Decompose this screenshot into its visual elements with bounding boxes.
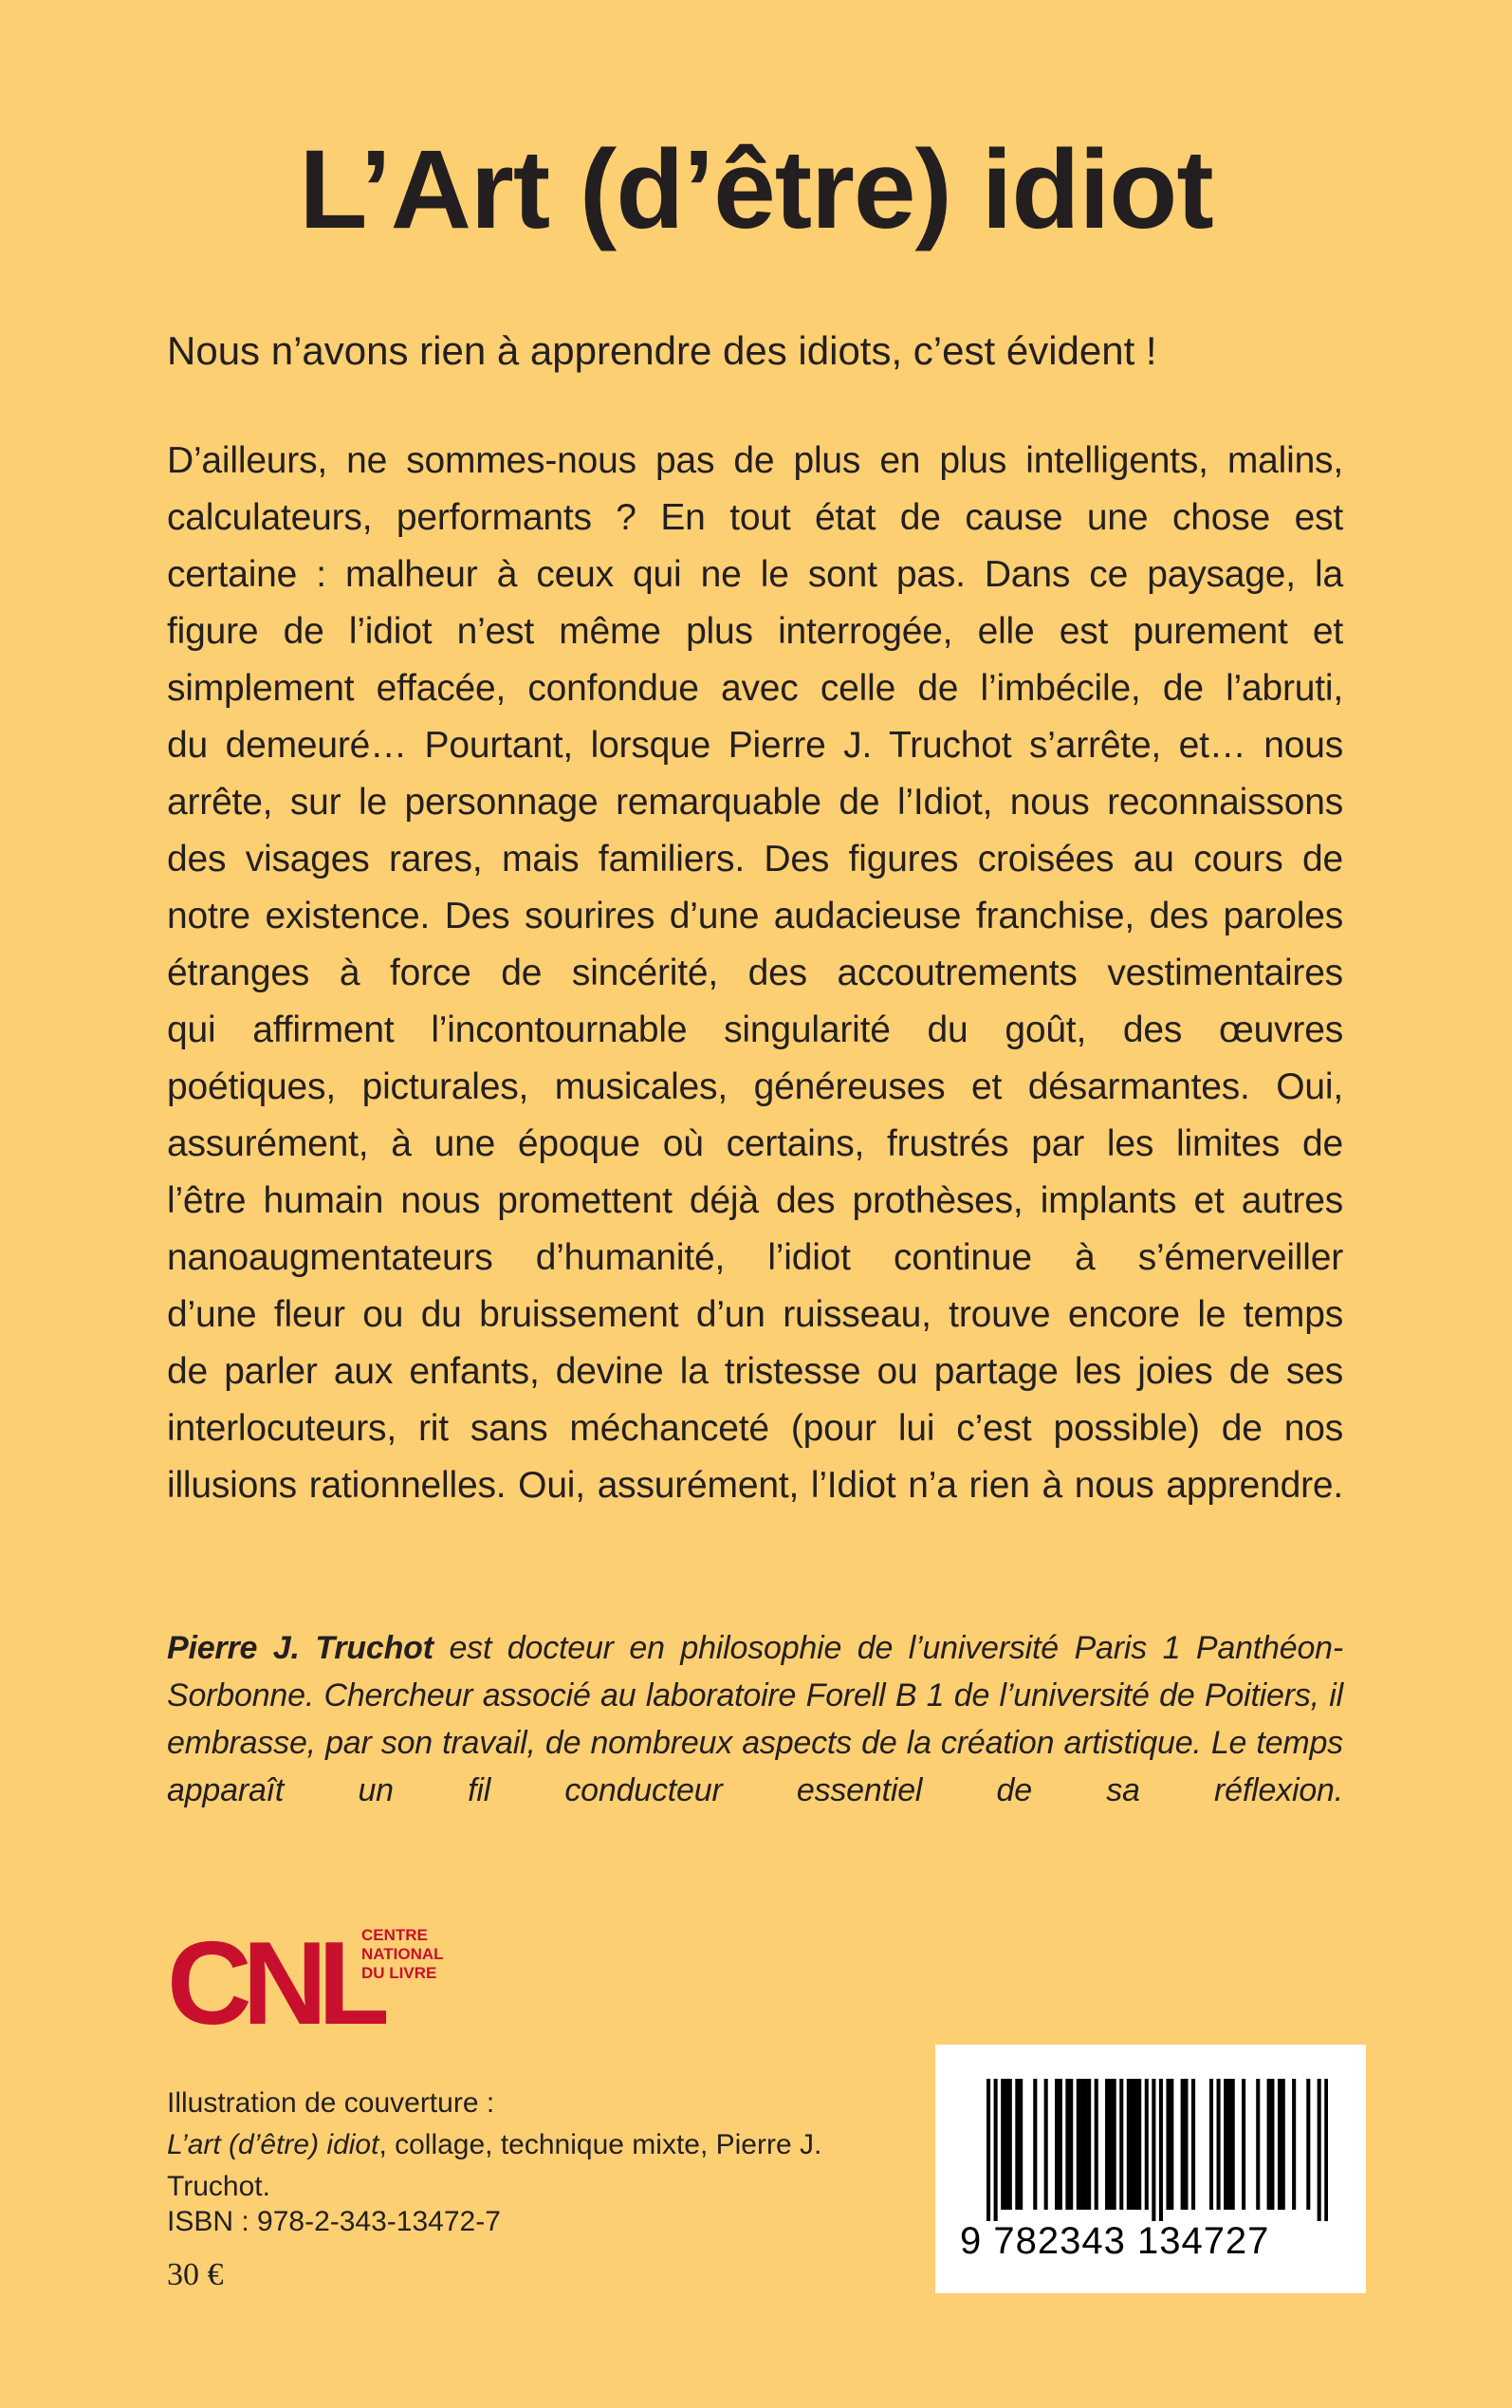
blurb-line: nanoaugmentateurs d’humanité, l’idiot continue à s’émerveiller [167, 1237, 1343, 1278]
cnl-national-label: NATIONAL [361, 1945, 444, 1963]
barcode-bar [1113, 2079, 1116, 2210]
blurb-line: arrête, sur le personnage remarquable de l’Idiot, nous reconnaissons [167, 782, 1343, 823]
barcode-bar [1015, 2079, 1019, 2210]
barcode-bar [1270, 2079, 1274, 2210]
barcode-bar [1181, 2079, 1185, 2210]
cnl-letters: CNL [167, 1918, 380, 2049]
blurb-line: interlocuteurs, rit sans méchanceté (pour lui c’est possible) de nos [167, 1408, 1343, 1449]
barcode-bar [1131, 2079, 1134, 2210]
barcode-bar [1005, 2079, 1008, 2210]
barcode-bar [1282, 2079, 1285, 2210]
barcode-bar [1083, 2079, 1087, 2210]
book-title: L’Art (d’être) idiot [299, 127, 1213, 252]
blurb-line: certaine : malheur à ceux qui ne le sont pas. Dans ce paysage, la [167, 554, 1343, 595]
barcode-bar [1306, 2079, 1310, 2210]
blurb-line: poétiques, picturales, musicales, généreuses et désarmantes. Oui, [167, 1066, 1343, 1107]
cnl-du-livre-label: DU LIVRE [361, 1964, 437, 1982]
barcode-bar [1278, 2079, 1282, 2210]
barcode-bar [1019, 2079, 1023, 2210]
blurb-line: assurément, à une époque où certains, frustrés par les limites de [167, 1123, 1343, 1164]
blurb-line: simplement effacée, confondue avec celle de l’imbécile, de l’abruti, [167, 668, 1343, 709]
blurb-line: figure de l’idiot n’est même plus interrogée, elle est purement et [167, 611, 1343, 652]
barcode-bar [1095, 2079, 1098, 2210]
blurb-line: étranges à force de sincérité, des accoutrements vestimentaires [167, 953, 1343, 993]
barcode-bar [1105, 2079, 1109, 2210]
barcode-bars [986, 2079, 1328, 2221]
barcode-bar [1166, 2079, 1170, 2210]
barcode-bar [1267, 2079, 1271, 2210]
barcode-bar [1224, 2079, 1227, 2210]
barcode-bar [1044, 2079, 1048, 2210]
barcode-bar [1127, 2079, 1131, 2210]
barcode-bar [1242, 2079, 1245, 2210]
price-text: 30 € [167, 2257, 224, 2292]
blurb-line: qui affirment l’incontournable singularité du goût, des œuvres [167, 1010, 1343, 1050]
barcode-bar [1087, 2079, 1091, 2210]
author-bio-text: est docteur en philosophie de l’université Paris 1 Panthéon-Sorbonne. Chercheur associé au laboratoire Forell B 1 de l’université de Poitiers, il embrasse, par son travail, de nombreux aspects de la création artistique. Le temps apparaît un fil conducteur essentiel de sa réflexion. [167, 1630, 1343, 1808]
illustration-work-title: L’art (d’être) idiot [167, 2129, 379, 2160]
author-bio [167, 1624, 1343, 1814]
lead-sentence: Nous n’avons rien à apprendre des idiots, c’est évident ! [167, 328, 1157, 373]
blurb-paragraph [167, 433, 1343, 1514]
cnl-logo [167, 1912, 470, 2054]
cover-illustration-credit [167, 2083, 888, 2208]
barcode-bar [1145, 2079, 1149, 2210]
barcode-bar [1109, 2079, 1113, 2210]
barcode-bar [1134, 2079, 1137, 2210]
blurb-line: calculateurs, performants ? En tout état de cause une chose est [167, 497, 1343, 538]
barcode-bar [1080, 2079, 1084, 2210]
barcode-bar [1065, 2079, 1069, 2210]
blurb-line: l’être humain nous promettent déjà des prothèses, implants et autres [167, 1180, 1343, 1221]
barcode-bar [1137, 2079, 1141, 2210]
isbn-text: ISBN : 978-2-343-13472-7 [167, 2206, 501, 2237]
barcode-bar [1217, 2079, 1221, 2210]
barcode-bar [1292, 2079, 1296, 2210]
blurb-line: D’ailleurs, ne sommes-nous pas de plus en plus intelligents, malins, [167, 440, 1343, 481]
blurb-line: d’une fleur ou du bruissement d’un ruisseau, trouve encore le temps [167, 1294, 1343, 1335]
barcode-bar [1318, 2079, 1321, 2221]
barcode-bar [1055, 2079, 1059, 2210]
barcode-bar [986, 2079, 990, 2221]
barcode-bar [1001, 2079, 1005, 2210]
barcode-bar [1069, 2079, 1073, 2210]
barcode-digits: 9 782343 134727 [960, 2220, 1270, 2262]
barcode-bar [1324, 2079, 1328, 2221]
blurb-line: des visages rares, mais familiers. Des figures croisées au cours de [167, 839, 1343, 880]
blurb-line: du demeuré… Pourtant, lorsque Pierre J. Truchot s’arrête, et… nous [167, 725, 1343, 766]
barcode-bar [1008, 2079, 1012, 2210]
barcode-bar [1119, 2079, 1123, 2210]
author-name: Pierre J. Truchot [167, 1630, 433, 1666]
barcode-bar [1170, 2079, 1173, 2210]
barcode-bar [1077, 2079, 1080, 2210]
illustration-label: Illustration de couverture : [167, 2087, 495, 2119]
cnl-centre-label: CENTRE [361, 1926, 428, 1944]
illustration-details: , collage, technique mixte, Pierre J. Truchot. [167, 2129, 822, 2202]
barcode-bar [1209, 2079, 1213, 2210]
blurb-line: notre existence. Des sourires d’une audacieuse franchise, des paroles [167, 896, 1343, 936]
barcode-bar [1191, 2079, 1195, 2210]
barcode-bar [994, 2079, 998, 2221]
barcode-bar [1152, 2079, 1155, 2221]
barcode-bar [1231, 2079, 1235, 2210]
barcode-bar [1159, 2079, 1163, 2221]
barcode-bar [1184, 2079, 1188, 2210]
barcode-bar [1033, 2079, 1037, 2210]
blurb-line: de parler aux enfants, devine la tristesse ou partage les joies de ses [167, 1351, 1343, 1392]
barcode-bar [1227, 2079, 1231, 2210]
blurb-line: illusions rationnelles. Oui, assurément, l’Idiot n’a rien à nous apprendre. [167, 1465, 1343, 1506]
barcode-panel [935, 2045, 1366, 2293]
barcode-bar [1059, 2079, 1062, 2210]
barcode-bar [1256, 2079, 1260, 2210]
